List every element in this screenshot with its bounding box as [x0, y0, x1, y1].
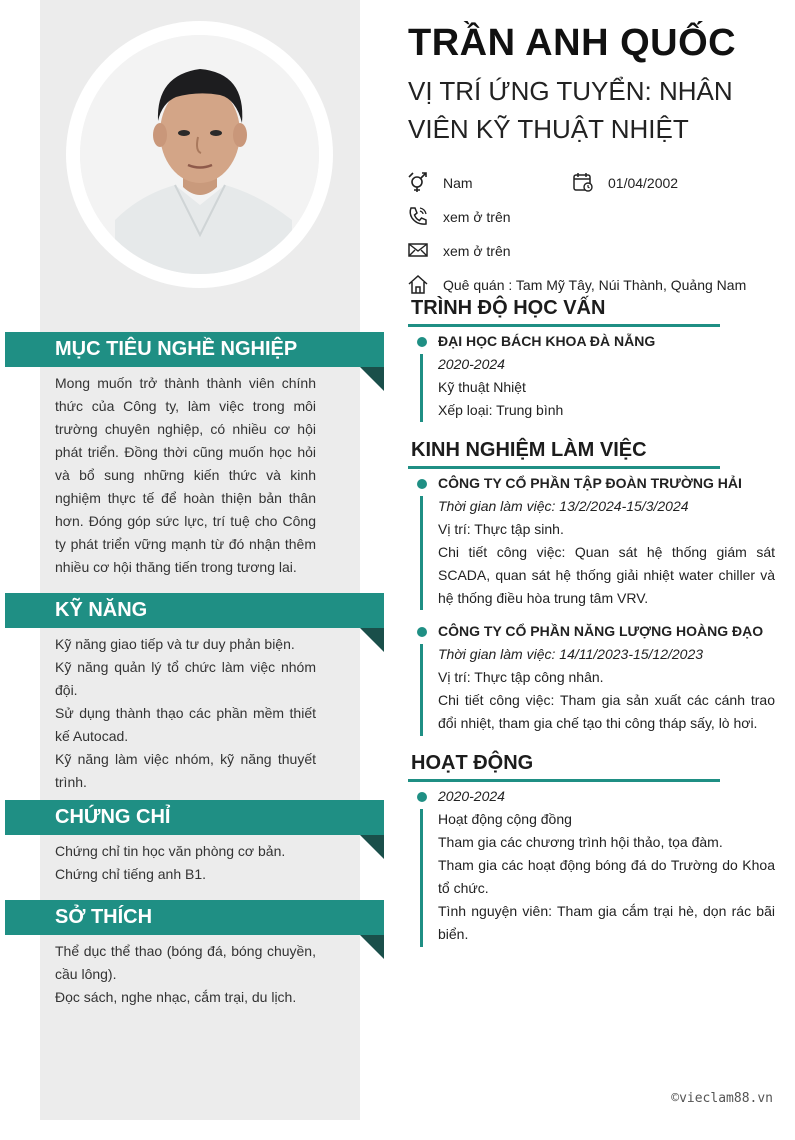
applied-position: VỊ TRÍ ỨNG TUYỂN: NHÂN VIÊN KỸ THUẬT NHIỆT — [408, 76, 733, 144]
timeline-dot — [417, 792, 427, 802]
timeline-dot — [417, 479, 427, 489]
activity-item: Tình nguyện viên: Tham gia cắm trại hè, dọn rác bãi biển. — [438, 903, 775, 942]
certificates-heading-fold — [360, 835, 384, 859]
certificates-heading — [5, 800, 384, 835]
activity-item: Tham gia các hoạt động bóng đá do Trường do Khoa tổ chức. — [438, 857, 775, 896]
hobby-item: Đọc sách, nghe nhạc, cắm trại, du lịch. — [55, 989, 297, 1005]
objective-text — [55, 372, 316, 579]
experience-title: KINH NGHIỆM LÀM VIỆC — [411, 439, 647, 461]
objective-paragraph: Mong muốn trở thành thành viên chính thức của Công ty, làm việc trong môi trường chuyên nghiệp, có nhiều cơ hội phát triển. Đồng thời cũng muốn học hỏi và bổ sung những kiến thức và kinh nghiệm thực tế để hoàn thiện bản thân hơn. Đóng góp sức lực, trí tuệ cho Công ty phát triển vững mạnh từ đó nhận thêm nhiều cơ hội thăng tiến trong tương lai. — [55, 375, 316, 575]
timeline-line — [420, 644, 423, 736]
education-entry — [438, 330, 775, 422]
phone-icon — [407, 205, 429, 227]
school-name: ĐẠI HỌC BÁCH KHOA ĐÀ NẴNG — [438, 333, 656, 349]
skills-title: KỸ NĂNG — [55, 599, 148, 621]
job-time: Thời gian làm việc: 13/2/2024-15/3/2024 — [438, 498, 689, 514]
skill-item: Sử dụng thành thạo các phần mềm thiết kế Autocad. — [55, 705, 316, 744]
skill-item: Kỹ năng giao tiếp và tư duy phản biện. — [55, 636, 295, 652]
job-time: Thời gian làm việc: 14/11/2023-15/12/2023 — [438, 646, 704, 662]
education-rule — [408, 324, 720, 327]
timeline-line — [420, 496, 423, 610]
job-company: CÔNG TY CỔ PHẦN NĂNG LƯỢNG HOÀNG ĐẠO — [438, 623, 764, 639]
education-major: Kỹ thuật Nhiệt — [438, 379, 526, 395]
education-title: TRÌNH ĐỘ HỌC VẤN — [411, 297, 606, 319]
education-period: 2020-2024 — [438, 356, 505, 372]
certificate-item: Chứng chỉ tin học văn phòng cơ bản. — [55, 843, 286, 859]
activities-rule — [408, 779, 720, 782]
job-role: Vị trí: Thực tập công nhân. — [438, 669, 604, 685]
phone-value: xem ở trên — [443, 209, 511, 225]
mail-icon — [407, 239, 429, 261]
gender-icon — [407, 171, 429, 193]
objective-heading — [5, 332, 384, 367]
timeline-dot — [417, 627, 427, 637]
job-role: Vị trí: Thực tập sinh. — [438, 521, 564, 537]
footer-watermark: ©vieclam88.vn — [671, 1091, 773, 1106]
certificates-title: CHỨNG CHỈ — [55, 806, 171, 828]
activities-period: 2020-2024 — [438, 788, 505, 804]
activity-item: Tham gia các chương trình hội thảo, tọa đàm. — [438, 834, 723, 850]
home-icon — [407, 273, 429, 295]
timeline-line — [420, 809, 423, 947]
hobbies-list — [55, 940, 316, 1009]
hobbies-heading-fold — [360, 935, 384, 959]
job-detail: Chi tiết công việc: Quan sát hệ thống giám sát SCADA, quan sát hệ thống giải nhiệt water chiller và hệ thống điều hòa trung tâm VRV. — [438, 544, 775, 606]
gender-value: Nam — [443, 175, 473, 191]
timeline-dot — [417, 337, 427, 347]
skill-item: Kỹ năng làm việc nhóm, kỹ năng thuyết trình. — [55, 751, 316, 790]
profile-photo — [80, 35, 319, 274]
hobbies-title: SỞ THÍCH — [55, 906, 153, 928]
skills-heading-fold — [360, 628, 384, 652]
timeline-line — [420, 354, 423, 422]
skill-item: Kỹ năng quản lý tổ chức làm việc nhóm đội. — [55, 659, 316, 698]
certificate-item: Chứng chỉ tiếng anh B1. — [55, 866, 207, 882]
job-detail: Chi tiết công việc: Tham gia sản xuất các cánh trao đổi nhiệt, tham gia chế tạo thi công tháp sấy, lò hơi. — [438, 692, 775, 731]
activities-entry — [438, 785, 775, 946]
objective-title: MỤC TIÊU NGHỀ NGHIỆP — [55, 338, 298, 360]
skills-heading — [5, 593, 384, 628]
objective-heading-fold — [360, 367, 384, 391]
job-entry — [438, 472, 775, 610]
experience-rule — [408, 466, 720, 469]
calendar-icon — [572, 171, 594, 193]
hobbies-heading — [5, 900, 384, 935]
job-company: CÔNG TY CỔ PHẦN TẬP ĐOÀN TRƯỜNG HẢI — [438, 475, 742, 491]
skills-list — [55, 633, 316, 794]
hobby-item: Thể dục thể thao (bóng đá, bóng chuyền, cầu lông). — [55, 943, 316, 982]
hometown-value: Quê quán : Tam Mỹ Tây, Núi Thành, Quảng Nam — [443, 277, 747, 293]
activities-title: HOẠT ĐỘNG — [411, 752, 534, 774]
activity-item: Hoạt động cộng đồng — [438, 811, 572, 827]
education-rank: Xếp loại: Trung bình — [438, 402, 564, 418]
email-value: xem ở trên — [443, 243, 511, 259]
birthdate-value: 01/04/2002 — [608, 175, 679, 191]
certificates-list — [55, 840, 316, 886]
job-entry — [438, 620, 775, 735]
candidate-name: TRẦN ANH QUỐC — [408, 22, 737, 64]
